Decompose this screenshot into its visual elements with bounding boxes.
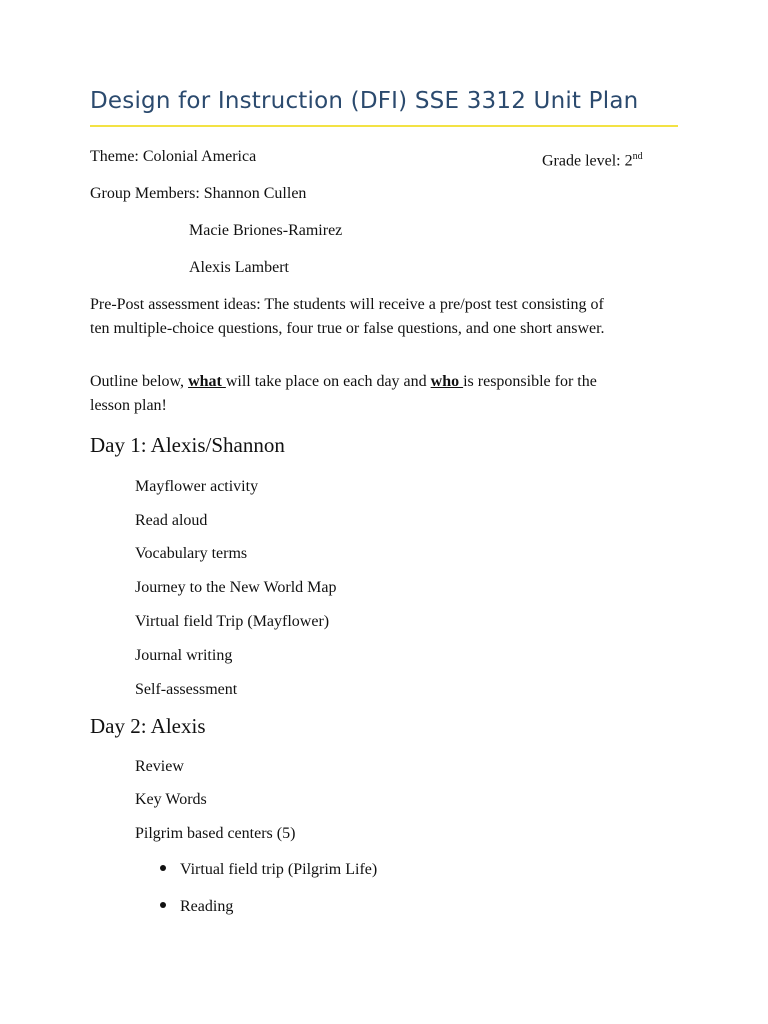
bullet-item (160, 898, 233, 916)
outline-line-2: lesson plan! (90, 397, 167, 414)
grade-level (542, 147, 643, 171)
list-item: Pilgrim based centers (5) (135, 825, 296, 842)
document-title: Design for Instruction (DFI) SSE 3312 Unit Plan (90, 88, 639, 114)
outline-text: will take place on each day and (225, 373, 431, 390)
bullet-text: Virtual field trip (Pilgrim Life) (180, 861, 378, 878)
list-item: Vocabulary terms (135, 545, 248, 562)
bullet-icon (160, 902, 166, 908)
list-item: Key Words (135, 791, 207, 808)
outline-text: Outline below, (90, 373, 189, 390)
list-item: Review (135, 758, 184, 775)
outline-text: is responsible for the (463, 373, 597, 390)
outline-what: what (188, 373, 226, 390)
list-item: Self-assessment (135, 681, 238, 698)
outline-who: who (430, 373, 464, 390)
grade-level-text: Grade level: 2 (542, 152, 633, 170)
list-item: Virtual field Trip (Mayflower) (135, 613, 330, 630)
title-underline (90, 125, 678, 127)
day-heading: Day 1: Alexis/Shannon (90, 433, 285, 457)
bullet-icon (160, 865, 166, 871)
bullet-item (160, 861, 377, 879)
list-item: Read aloud (135, 512, 208, 529)
group-members-line: Group Members: Shannon Cullen (90, 185, 307, 202)
grade-level-superscript: nd (632, 151, 643, 162)
bullet-text: Reading (180, 898, 234, 915)
day-heading: Day 2: Alexis (90, 714, 206, 738)
list-item: Journey to the New World Map (135, 579, 337, 596)
assessment-line-2: ten multiple-choice questions, four true or false questions, and one short answer. (90, 320, 605, 337)
list-item: Mayflower activity (135, 478, 259, 495)
outline-line-1 (90, 372, 597, 392)
member-name: Macie Briones-Ramirez (189, 222, 343, 239)
theme-line: Theme: Colonial America (90, 148, 257, 165)
member-name: Alexis Lambert (189, 259, 289, 276)
list-item: Journal writing (135, 647, 233, 664)
assessment-line-1: Pre-Post assessment ideas: The students will receive a pre/post test consisting of (90, 296, 604, 313)
